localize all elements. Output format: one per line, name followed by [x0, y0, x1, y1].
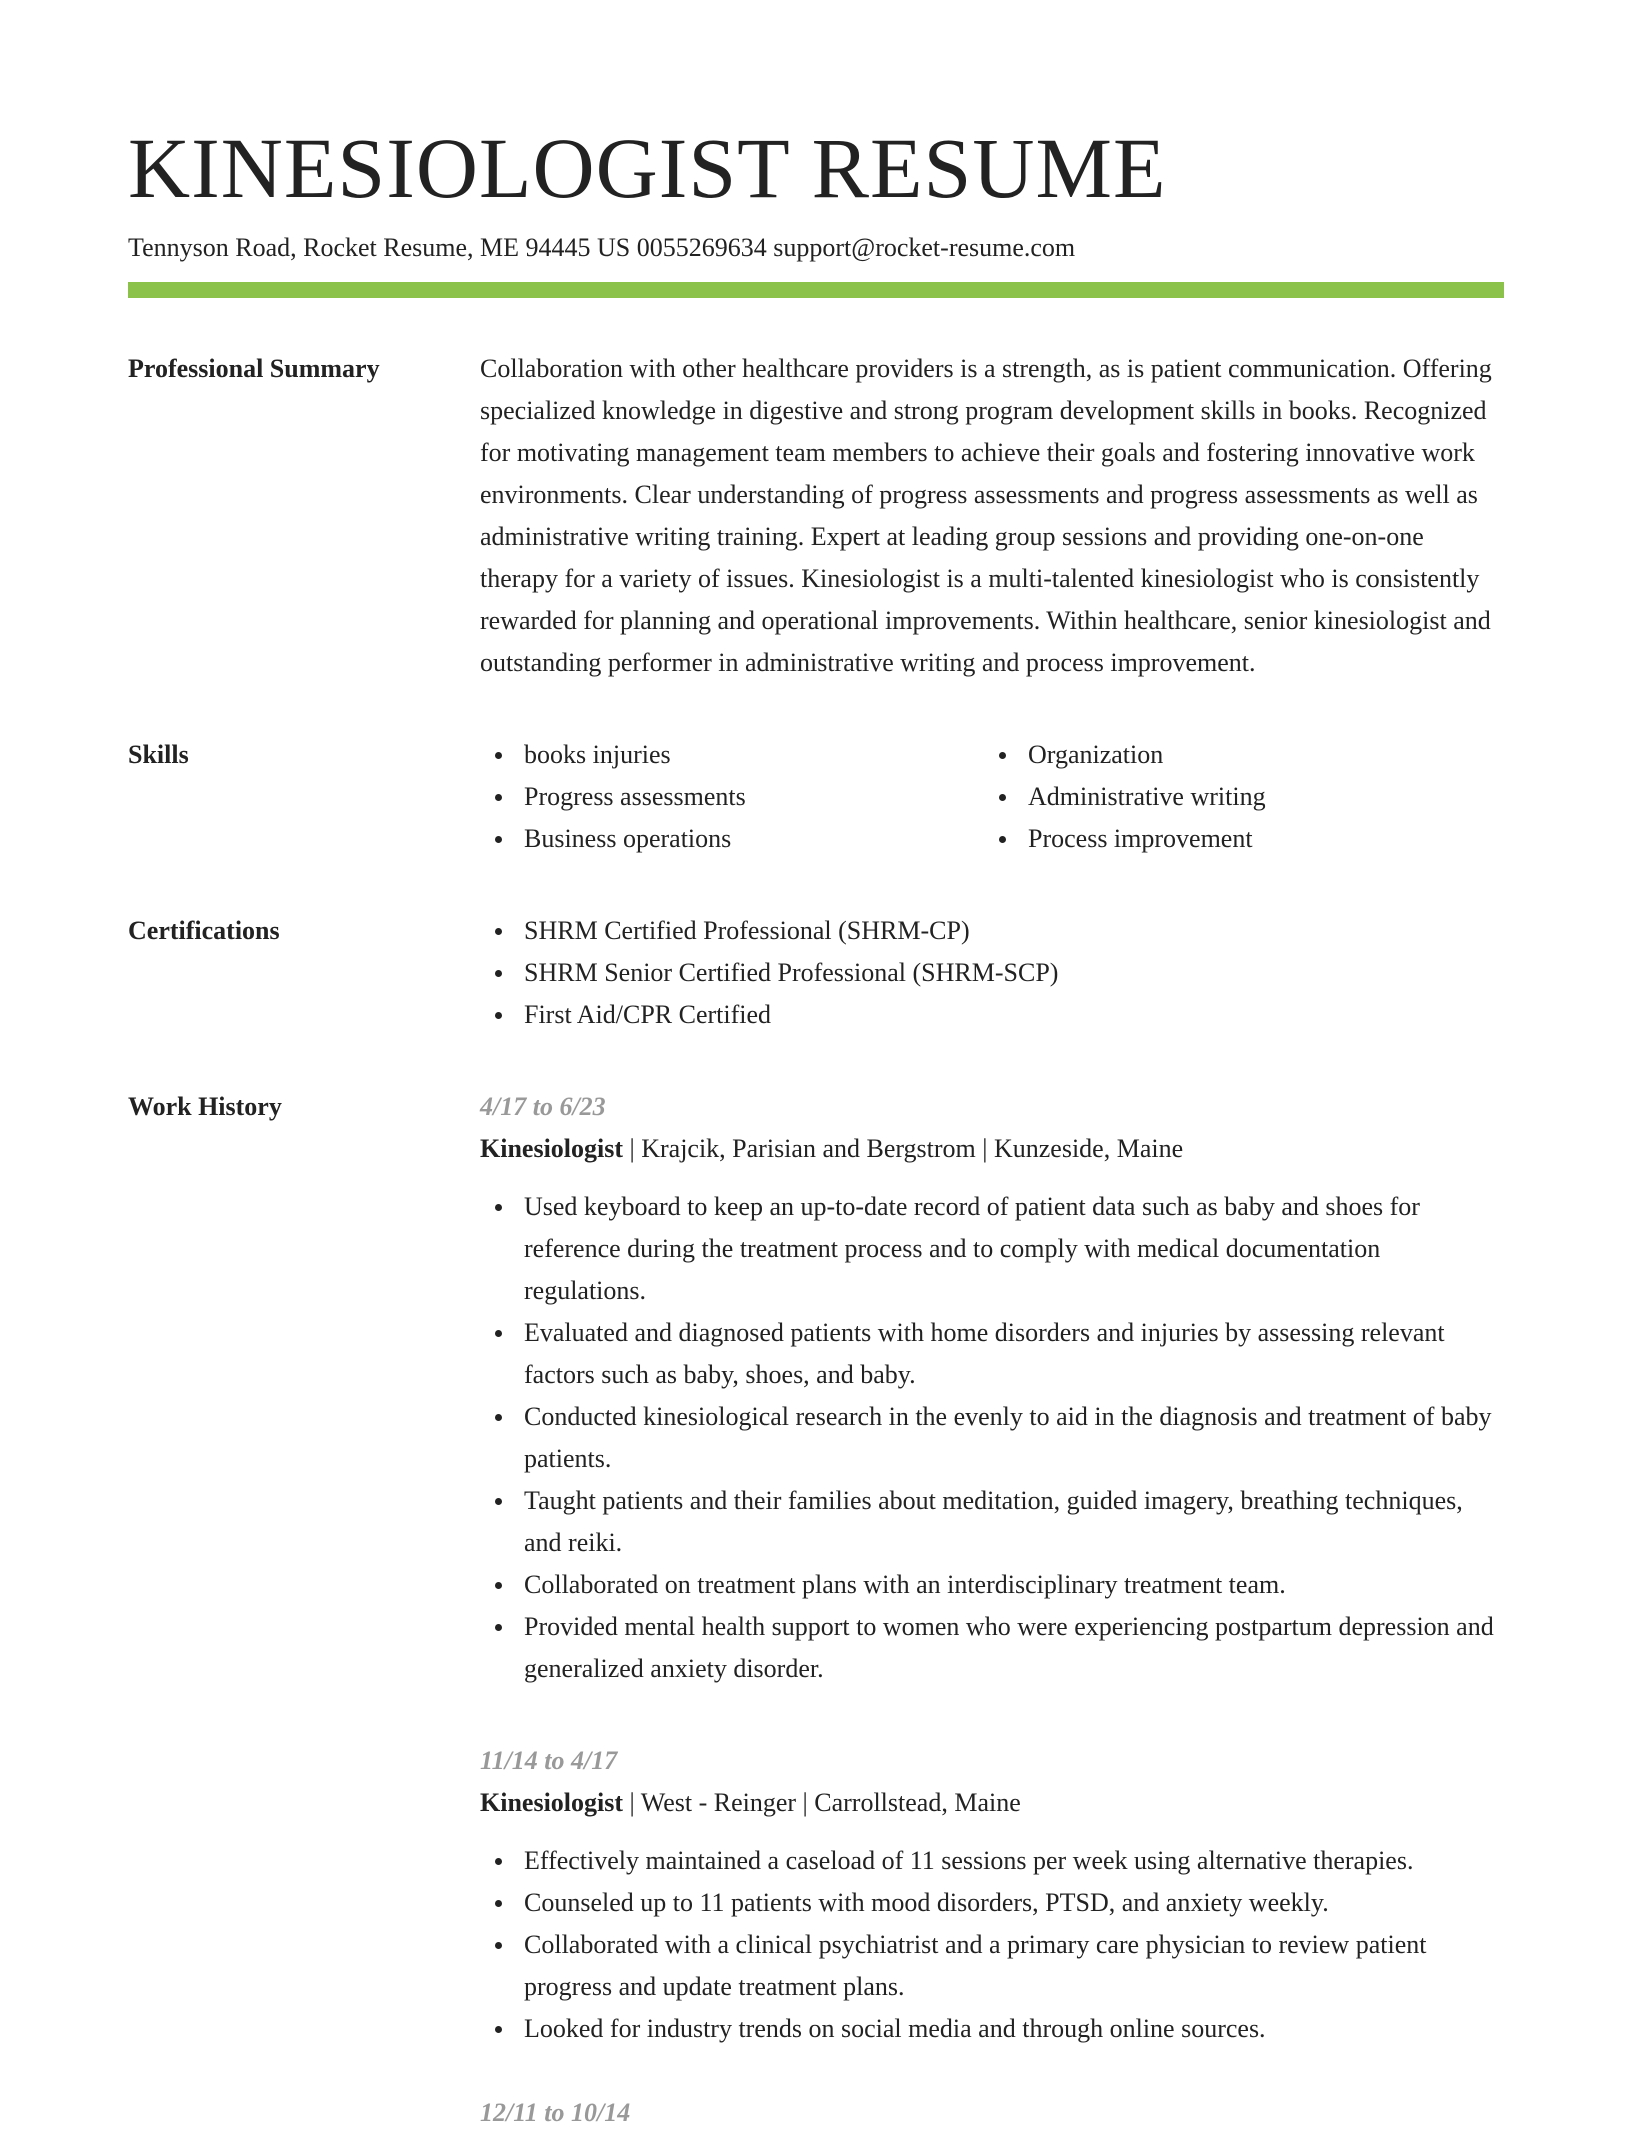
job-details: | West - Reinger | Carrollstead, Maine [623, 1788, 1021, 1817]
work-history-section [128, 1086, 1504, 2050]
job-dates: 4/17 to 6/23 [480, 1092, 606, 1121]
skill-item: Process improvement [984, 818, 1504, 860]
certifications-list [480, 910, 1504, 1036]
summary-section [128, 348, 1504, 684]
job-bullet-list [480, 1840, 1504, 2050]
job-title: Kinesiologist [480, 1134, 624, 1163]
job-dates: 11/14 to 4/17 [480, 1746, 618, 1775]
job-bullet: Taught patients and their families about meditation, guided imagery, breathing techniques, and reiki. [480, 1480, 1504, 1564]
job-bullet: Used keyboard to keep an up-to-date record of patient data such as baby and shoes for reference during the treatment process and to comply with medical documentation regulations. [480, 1186, 1504, 1312]
skill-item: Organization [984, 734, 1504, 776]
certifications-content [480, 910, 1504, 1036]
section-label-summary: Professional Summary [128, 354, 380, 383]
job-entry [480, 1086, 1504, 1690]
section-label-work-history: Work History [128, 1092, 282, 1121]
skills-content [480, 734, 1504, 860]
job-details: | Krajcik, Parisian and Bergstrom | Kunzeside, Maine [623, 1134, 1184, 1163]
certifications-section [128, 910, 1504, 1036]
contact-line: Tennyson Road, Rocket Resume, ME 94445 US 0055269634 support@rocket-resume.com [128, 233, 1076, 262]
certification-item: SHRM Senior Certified Professional (SHRM-SCP) [480, 952, 1504, 994]
job-heading [480, 1128, 1504, 1170]
skill-item: books injuries [480, 734, 984, 776]
resume-title: KINESIOLOGIST RESUME [128, 120, 1167, 216]
section-label-certifications: Certifications [128, 916, 280, 945]
section-label-skills: Skills [128, 740, 189, 769]
certification-item: First Aid/CPR Certified [480, 994, 1504, 1036]
job-bullet: Collaborated with a clinical psychiatrist and a primary care physician to review patient progress and update treatment plans. [480, 1924, 1504, 2008]
job-bullet: Looked for industry trends on social media and through online sources. [480, 2008, 1504, 2050]
resume-page [128, 0, 1504, 2050]
job-bullet: Provided mental health support to women who were experiencing postpartum depression and generalized anxiety disorder. [480, 1606, 1504, 1690]
job-bullet: Evaluated and diagnosed patients with home disorders and injuries by assessing relevant factors such as baby, shoes, and baby. [480, 1312, 1504, 1396]
skills-section [128, 734, 1504, 860]
work-history-content [480, 1086, 1504, 2050]
job-bullet: Counseled up to 11 patients with mood disorders, PTSD, and anxiety weekly. [480, 1882, 1504, 1924]
summary-text: Collaboration with other healthcare providers is a strength, as is patient communication. Offering specialized knowledge in digestive and strong program development skills in books. Recognized for motivating management team members to achieve their goals and fostering innovative work environments. Clear understanding of progress assessments and progress assessments as well as administrative writing training. Expert at leading group sessions and providing one-on-one therapy for a variety of issues. Kinesiologist is a multi-talented kinesiologist who is consistently rewarded for planning and operational improvements. Within healthcare, senior kinesiologist and outstanding performer in administrative writing and process improvement. [480, 354, 1492, 677]
job-entry [480, 1740, 1504, 2050]
job-bullet: Conducted kinesiological research in the evenly to aid in the diagnosis and treatment of baby patients. [480, 1396, 1504, 1480]
job-bullet: Collaborated on treatment plans with an interdisciplinary treatment team. [480, 1564, 1504, 1606]
skill-item: Administrative writing [984, 776, 1504, 818]
job-dates-cut-off: 12/11 to 10/14 [480, 2098, 631, 2127]
summary-content [480, 348, 1504, 684]
skill-item: Business operations [480, 818, 984, 860]
job-bullet: Effectively maintained a caseload of 11 sessions per week using alternative therapies. [480, 1840, 1504, 1882]
job-bullet-list [480, 1186, 1504, 1690]
accent-divider [128, 282, 1504, 298]
certification-item: SHRM Certified Professional (SHRM-CP) [480, 910, 1504, 952]
skills-list [480, 734, 1504, 860]
job-title: Kinesiologist [480, 1788, 624, 1817]
job-heading [480, 1782, 1504, 1824]
skill-item: Progress assessments [480, 776, 984, 818]
